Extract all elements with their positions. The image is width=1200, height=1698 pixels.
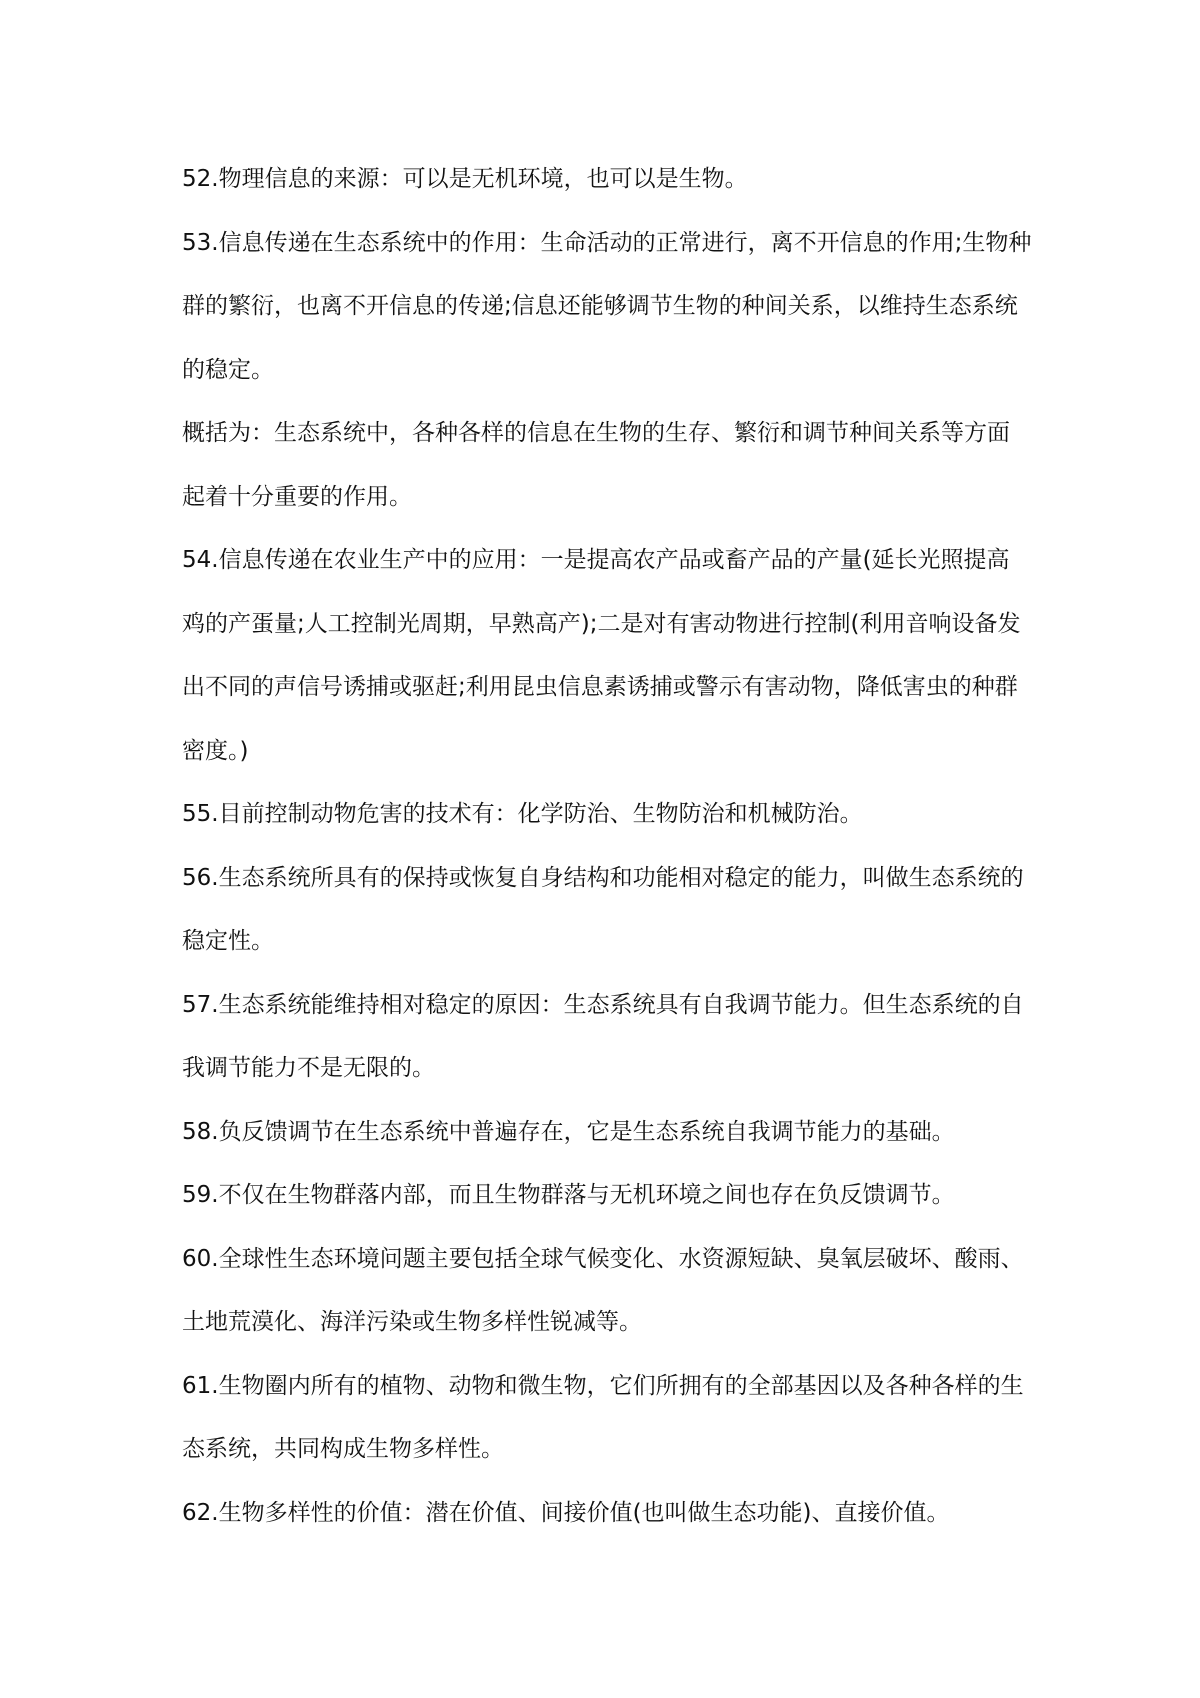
paragraph-60: 60.全球性生态环境问题主要包括全球气候变化、水资源短缺、臭氧层破坏、酸雨、土地荒漠化、海洋污染或生物多样性锐减等。 (182, 1245, 1024, 1335)
paragraph-summary: 概括为：生态系统中，各种各样的信息在生物的生存、繁衍和调节种间关系等方面起着十分重要的作用。 (182, 420, 1010, 510)
paragraph-55: 55.目前控制动物危害的技术有：化学防治、生物防治和机械防治。 (182, 801, 863, 827)
paragraph-61: 61.生物圈内所有的植物、动物和微生物，它们所拥有的全部基因以及各种各样的生态系统，共同构成生物多样性。 (182, 1372, 1024, 1462)
paragraph-53: 53.信息传递在生态系统中的作用：生命活动的正常进行，离不开信息的作用;生物种群的繁衍，也离不开信息的传递;信息还能够调节生物的种间关系，以维持生态系统的稳定。 (182, 229, 1032, 383)
paragraph-56: 56.生态系统所具有的保持或恢复自身结构和功能相对稳定的能力，叫做生态系统的稳定性。 (182, 864, 1024, 954)
document-body (182, 148, 1032, 1545)
paragraph-52: 52.物理信息的来源：可以是无机环境，也可以是生物。 (182, 166, 748, 192)
paragraph-54: 54.信息传递在农业生产中的应用：一是提高农产品或畜产品的产量(延长光照提高鸡的产蛋量;人工控制光周期，早熟高产);二是对有害动物进行控制(利用音响设备发出不同的声信号诱捕或驱赶;利用昆虫信息素诱捕或警示有害动物，降低害虫的种群密度。) (182, 547, 1021, 764)
paragraph-62: 62.生物多样性的价值：潜在价值、间接价值(也叫做生态功能)、直接价值。 (182, 1499, 950, 1526)
paragraph-58: 58.负反馈调节在生态系统中普遍存在，它是生态系统自我调节能力的基础。 (182, 1118, 955, 1145)
paragraph-59: 59.不仅在生物群落内部，而且生物群落与无机环境之间也存在负反馈调节。 (182, 1182, 955, 1208)
paragraph-57: 57.生态系统能维持相对稳定的原因：生态系统具有自我调节能力。但生态系统的自我调节能力不是无限的。 (182, 991, 1024, 1081)
